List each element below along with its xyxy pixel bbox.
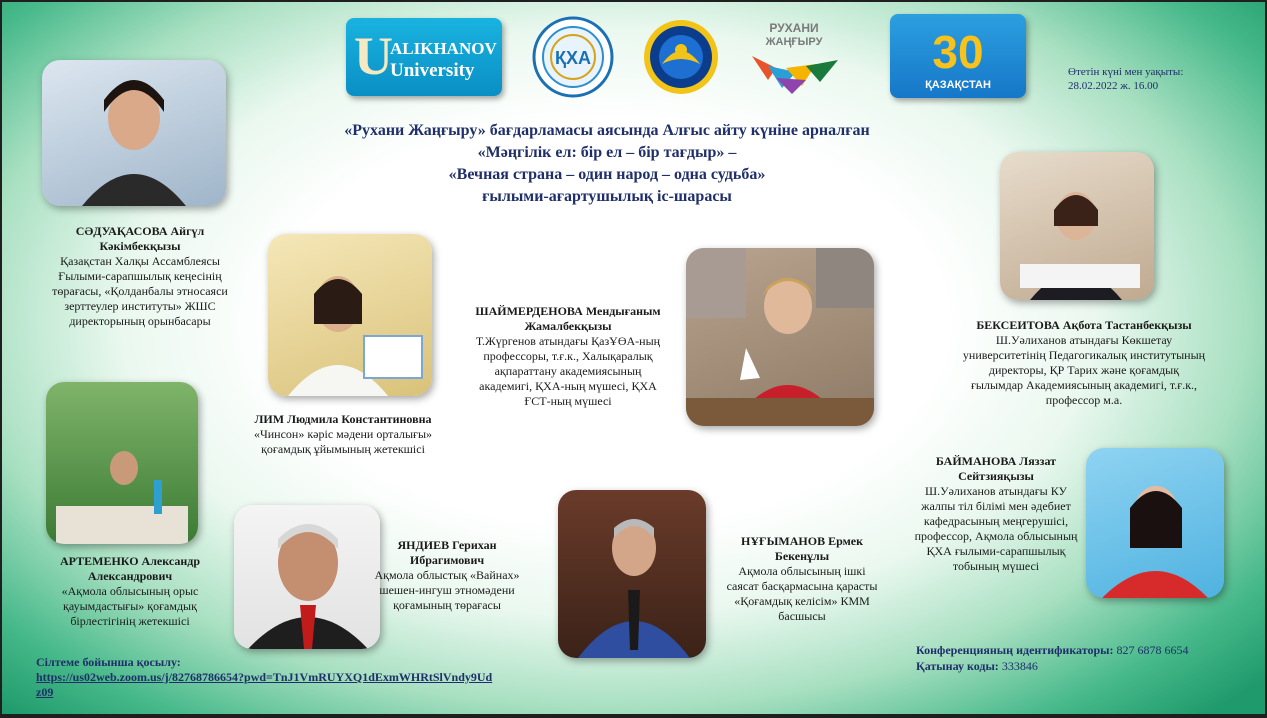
kz30-number: 30 — [932, 26, 984, 78]
speaker-desc: Ақмола облыстық «Вайнах» шешен-ингуш этномәдени қоғамының төрағасы — [374, 568, 520, 612]
ank-text: ҚХА — [555, 48, 591, 68]
kz30-label: ҚАЗАҚСТАН — [925, 79, 991, 91]
speaker-yandiev — [374, 538, 520, 613]
speaker-name: ЯНДИЕВ Герихан Ибрагимович — [397, 538, 497, 567]
title-line-3: «Вечная страна – один народ – одна судьба» — [448, 166, 766, 183]
event-date — [1068, 65, 1238, 93]
slide — [2, 2, 1265, 714]
title-line-4: ғылыми-ағартушылық іс-шарасы — [482, 188, 732, 205]
title-line-1: «Рухани Жаңғыру» бағдарламасы аясында Алғыс айту күніне арналған — [344, 122, 870, 139]
speaker-bekseitova — [962, 318, 1206, 408]
speaker-lim — [248, 412, 438, 457]
alikhanov-line2: University — [390, 60, 475, 81]
alikhanov-logo-graphic — [346, 18, 502, 96]
zoom-link[interactable]: https://us02web.zoom.us/j/82768786654?pwd=TnJ1VmRUYXQ1dExmWHRtSlVndy9Udz09 — [36, 670, 493, 699]
rukhani-line2: ЖАҢҒЫРУ — [765, 36, 823, 48]
title-line-2: «Мәңгілік ел: бір ел – бір тағдыр» – — [477, 144, 737, 161]
event-title — [257, 120, 957, 208]
rukhani-zhangyru-logo — [746, 16, 846, 98]
access-code-label: Қатынау коды: — [916, 659, 999, 673]
speaker-desc: Ш.Уәлиханов атындағы КУ жалпы тіл білімі мен әдебиет кафедрасының меңгерушісі, профессор, Ақмола облысының ҚХА ғылыми-сарапшылық тобының мүшесі — [914, 484, 1078, 573]
kz30-graphic — [890, 14, 1026, 98]
speaker-baimanova — [914, 454, 1078, 574]
date-label: Өтетін күні мен уақыты: — [1068, 66, 1184, 78]
join-label: Сілтеме бойынша қосылу: — [36, 655, 181, 669]
photo-shaimerdenova — [686, 248, 874, 426]
speaker-nugymanov — [724, 534, 880, 624]
speaker-desc: Ш.Уәлиханов атындағы Көкшетау университетінің Педагогикалық институтының директоры, ҚР Тарих және қоғамдық ғылымдар Академиясының академигі, т.ғ.к., профессор м.а. — [962, 333, 1206, 407]
svg-text:U: U — [354, 26, 393, 86]
photo-saduakasova — [42, 60, 226, 206]
conference-info — [916, 642, 1189, 674]
speaker-shaimerdenova — [470, 304, 666, 409]
photo-lim — [268, 234, 432, 396]
speaker-name: АРТЕМЕНКО Александр Александрович — [59, 554, 201, 583]
speaker-desc: Ақмола облысының ішкі саясат басқармасына қарасты «Қоғамдық келісім» КММ басшысы — [726, 564, 878, 623]
kazakhstan-30-logo — [890, 14, 1026, 98]
rukhani-bird-icon — [746, 16, 846, 98]
conference-id-value: 827 6878 6654 — [1116, 643, 1189, 657]
join-section — [36, 655, 496, 700]
speaker-name: ШАЙМЕРДЕНОВА Мендығаным Жамалбекқызы — [475, 304, 661, 333]
photo-artemenko — [46, 382, 198, 544]
rukhani-line1: РУХАНИ — [769, 21, 819, 35]
speaker-desc: Т.Жүргенов атындағы ҚазҰӨА-ның профессоры, т.ғ.к., Халықаралық ақпараттану академиясының академигі, ҚХА-ның мүшесі, ҚХА ҒСТ-ның мүшесі — [475, 334, 661, 408]
speaker-desc: Қазақстан Халқы Ассамблеясы Ғылыми-сарапшылық кеңесінің төрағасы, «Қолданбалы этносаяси зерттеулер институты» ЖШС директорының орынбасары — [52, 254, 228, 328]
speaker-name: БЕКСЕИТОВА Ақбота Тастанбекқызы — [976, 318, 1192, 332]
photo-nugymanov — [558, 490, 706, 658]
date-value: 28.02.2022 ж. 16.00 — [1068, 80, 1159, 92]
speaker-artemenko — [42, 554, 218, 629]
speaker-name: НҰҒЫМАНОВ Ермек Бекенұлы — [741, 534, 863, 563]
ank-logo — [532, 16, 614, 98]
ank-emblem-icon — [532, 16, 614, 98]
speaker-desc: «Ақмола облысының орыс қауымдастығы» қоғамдық бірлестігінің жетекшісі — [61, 584, 199, 628]
speaker-name: ЛИМ Людмила Константиновна — [254, 412, 432, 426]
photo-bekseitova — [1000, 152, 1154, 300]
speaker-desc: «Чинсон» кәріс мәдени орталығы» қоғамдық ұйымының жетекшісі — [253, 427, 433, 456]
kazakhstan-emblem-logo — [642, 18, 720, 96]
alikhanov-university-logo — [346, 18, 502, 96]
speaker-name: БАЙМАНОВА Ляззат Сейтзияқызы — [935, 454, 1057, 483]
speaker-name: СӘДУАҚАСОВА Айгүл Кәкімбекқызы — [75, 224, 205, 253]
photo-yandiev — [234, 505, 380, 649]
access-code-value: 333846 — [1001, 659, 1038, 673]
conference-id-label: Конференцияның идентификаторы: — [916, 643, 1114, 657]
photo-baimanova — [1086, 448, 1224, 598]
speaker-saduakasova — [42, 224, 238, 329]
alikhanov-line1: ALIKHANOV — [390, 39, 497, 58]
state-emblem-icon — [642, 18, 720, 96]
